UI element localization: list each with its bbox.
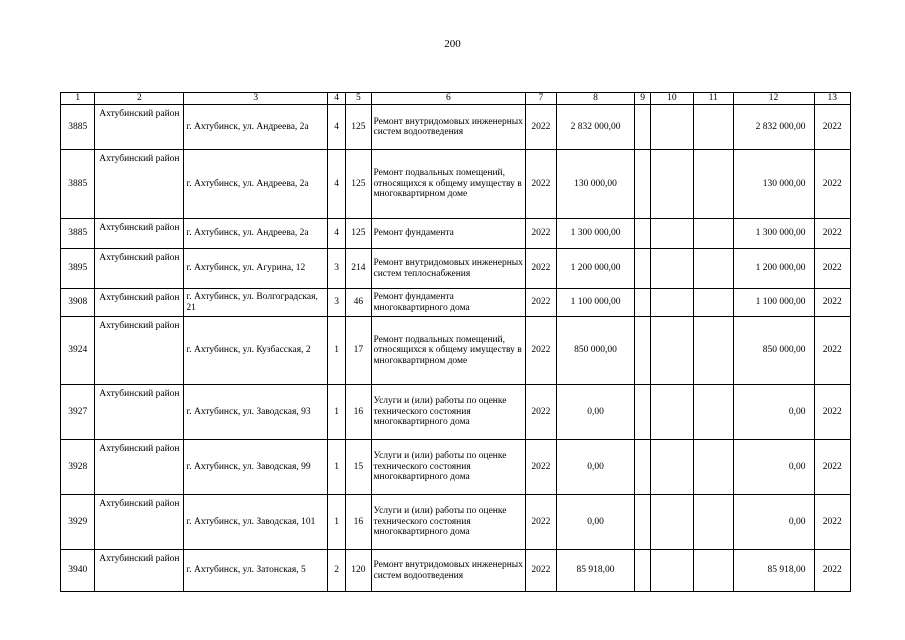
total-cell: 130 000,00 — [733, 150, 814, 219]
total-cell: 85 918,00 — [733, 550, 814, 592]
total-cell: 1 300 000,00 — [733, 219, 814, 249]
district-cell: Ахтубинский район — [95, 289, 184, 317]
end-year-cell: 2022 — [814, 219, 851, 249]
col9-cell — [635, 105, 650, 150]
col9-cell — [635, 495, 650, 550]
table-row — [61, 550, 851, 592]
total-cell: 0,00 — [733, 495, 814, 550]
object-id-cell: 3885 — [61, 219, 95, 249]
column-header: 12 — [733, 93, 814, 105]
col5-cell: 125 — [346, 219, 371, 249]
col9-cell — [635, 289, 650, 317]
district-cell: Ахтубинский район — [95, 495, 184, 550]
object-id-cell: 3895 — [61, 249, 95, 289]
district-cell: Ахтубинский район — [95, 440, 184, 495]
col9-cell — [635, 317, 650, 385]
end-year-cell: 2022 — [814, 289, 851, 317]
work-type-cell: Ремонт фундамента — [371, 219, 526, 249]
col4-cell: 3 — [328, 249, 346, 289]
total-cell: 850 000,00 — [733, 317, 814, 385]
col4-cell: 1 — [328, 495, 346, 550]
object-id-cell: 3928 — [61, 440, 95, 495]
year-cell: 2022 — [526, 249, 556, 289]
table-row — [61, 317, 851, 385]
col9-cell — [635, 249, 650, 289]
address-cell: г. Ахтубинск, ул. Кузбасская, 2 — [184, 317, 328, 385]
col5-cell: 120 — [346, 550, 371, 592]
year-cell: 2022 — [526, 317, 556, 385]
object-id-cell: 3940 — [61, 550, 95, 592]
amount-cell: 0,00 — [556, 440, 635, 495]
total-cell: 0,00 — [733, 440, 814, 495]
year-cell: 2022 — [526, 495, 556, 550]
work-type-cell: Ремонт внутридомовых инженерных систем водоотведения — [371, 550, 526, 592]
col9-cell — [635, 385, 650, 440]
col9-cell — [635, 440, 650, 495]
col9-cell — [635, 219, 650, 249]
work-type-cell: Услуги и (или) работы по оценке технического состояния многоквартирного дома — [371, 385, 526, 440]
col10-cell — [650, 219, 693, 249]
table-row — [61, 495, 851, 550]
col11-cell — [694, 317, 733, 385]
col4-cell: 4 — [328, 150, 346, 219]
address-cell: г. Ахтубинск, ул. Затонская, 5 — [184, 550, 328, 592]
district-cell: Ахтубинский район — [95, 550, 184, 592]
col4-cell: 1 — [328, 317, 346, 385]
table-row — [61, 219, 851, 249]
end-year-cell: 2022 — [814, 249, 851, 289]
work-type-cell: Услуги и (или) работы по оценке технического состояния многоквартирного дома — [371, 495, 526, 550]
district-cell: Ахтубинский район — [95, 105, 184, 150]
year-cell: 2022 — [526, 440, 556, 495]
end-year-cell: 2022 — [814, 317, 851, 385]
column-header: 7 — [526, 93, 556, 105]
amount-cell: 1 300 000,00 — [556, 219, 635, 249]
column-header: 13 — [814, 93, 851, 105]
district-cell: Ахтубинский район — [95, 150, 184, 219]
col4-cell: 4 — [328, 219, 346, 249]
column-header: 2 — [95, 93, 184, 105]
object-id-cell: 3885 — [61, 105, 95, 150]
year-cell: 2022 — [526, 385, 556, 440]
address-cell: г. Ахтубинск, ул. Агурина, 12 — [184, 249, 328, 289]
page-number: 200 — [444, 38, 461, 50]
end-year-cell: 2022 — [814, 495, 851, 550]
col11-cell — [694, 219, 733, 249]
column-header: 11 — [694, 93, 733, 105]
table-row — [61, 150, 851, 219]
work-type-cell: Ремонт внутридомовых инженерных систем теплоснабжения — [371, 249, 526, 289]
year-cell: 2022 — [526, 289, 556, 317]
object-id-cell: 3924 — [61, 317, 95, 385]
col11-cell — [694, 249, 733, 289]
address-cell: г. Ахтубинск, ул. Андреева, 2а — [184, 150, 328, 219]
col5-cell: 125 — [346, 150, 371, 219]
address-cell: г. Ахтубинск, ул. Заводская, 99 — [184, 440, 328, 495]
column-header: 10 — [650, 93, 693, 105]
col4-cell: 1 — [328, 440, 346, 495]
col5-cell: 16 — [346, 495, 371, 550]
col10-cell — [650, 385, 693, 440]
total-cell: 1 100 000,00 — [733, 289, 814, 317]
address-cell: г. Ахтубинск, ул. Андреева, 2а — [184, 105, 328, 150]
end-year-cell: 2022 — [814, 550, 851, 592]
col10-cell — [650, 317, 693, 385]
col4-cell: 3 — [328, 289, 346, 317]
column-header: 9 — [635, 93, 650, 105]
district-cell: Ахтубинский район — [95, 219, 184, 249]
amount-cell: 0,00 — [556, 495, 635, 550]
end-year-cell: 2022 — [814, 150, 851, 219]
col5-cell: 214 — [346, 249, 371, 289]
header-row — [61, 93, 851, 105]
table-row — [61, 249, 851, 289]
column-header: 4 — [328, 93, 346, 105]
column-header: 5 — [346, 93, 371, 105]
col5-cell: 17 — [346, 317, 371, 385]
object-id-cell: 3927 — [61, 385, 95, 440]
col10-cell — [650, 440, 693, 495]
district-cell: Ахтубинский район — [95, 249, 184, 289]
col10-cell — [650, 495, 693, 550]
col10-cell — [650, 550, 693, 592]
amount-cell: 850 000,00 — [556, 317, 635, 385]
end-year-cell: 2022 — [814, 440, 851, 495]
address-cell: г. Ахтубинск, ул. Заводская, 93 — [184, 385, 328, 440]
total-cell: 1 200 000,00 — [733, 249, 814, 289]
col9-cell — [635, 550, 650, 592]
amount-cell: 2 832 000,00 — [556, 105, 635, 150]
table-row — [61, 385, 851, 440]
column-header: 8 — [556, 93, 635, 105]
total-cell: 0,00 — [733, 385, 814, 440]
table-row — [61, 289, 851, 317]
amount-cell: 0,00 — [556, 385, 635, 440]
col5-cell: 46 — [346, 289, 371, 317]
col10-cell — [650, 289, 693, 317]
col4-cell: 2 — [328, 550, 346, 592]
work-type-cell: Ремонт фундамента многоквартирного дома — [371, 289, 526, 317]
work-type-cell: Ремонт подвальных помещений, относящихся к общему имуществу в многоквартирном доме — [371, 150, 526, 219]
repair-program-table — [60, 92, 851, 592]
column-header: 3 — [184, 93, 328, 105]
col4-cell: 4 — [328, 105, 346, 150]
amount-cell: 1 200 000,00 — [556, 249, 635, 289]
col11-cell — [694, 150, 733, 219]
col9-cell — [635, 150, 650, 219]
col11-cell — [694, 105, 733, 150]
address-cell: г. Ахтубинск, ул. Заводская, 101 — [184, 495, 328, 550]
amount-cell: 130 000,00 — [556, 150, 635, 219]
work-type-cell: Услуги и (или) работы по оценке технического состояния многоквартирного дома — [371, 440, 526, 495]
col5-cell: 15 — [346, 440, 371, 495]
table-row — [61, 105, 851, 150]
year-cell: 2022 — [526, 550, 556, 592]
end-year-cell: 2022 — [814, 105, 851, 150]
column-header: 6 — [371, 93, 526, 105]
amount-cell: 1 100 000,00 — [556, 289, 635, 317]
col5-cell: 125 — [346, 105, 371, 150]
column-header: 1 — [61, 93, 95, 105]
end-year-cell: 2022 — [814, 385, 851, 440]
object-id-cell: 3908 — [61, 289, 95, 317]
total-cell: 2 832 000,00 — [733, 105, 814, 150]
col11-cell — [694, 385, 733, 440]
district-cell: Ахтубинский район — [95, 317, 184, 385]
col11-cell — [694, 495, 733, 550]
address-cell: г. Ахтубинск, ул. Волгоградская, 21 — [184, 289, 328, 317]
col10-cell — [650, 105, 693, 150]
col11-cell — [694, 289, 733, 317]
col11-cell — [694, 440, 733, 495]
col10-cell — [650, 249, 693, 289]
work-type-cell: Ремонт подвальных помещений, относящихся к общему имуществу в многоквартирном доме — [371, 317, 526, 385]
col11-cell — [694, 550, 733, 592]
object-id-cell: 3885 — [61, 150, 95, 219]
object-id-cell: 3929 — [61, 495, 95, 550]
year-cell: 2022 — [526, 150, 556, 219]
year-cell: 2022 — [526, 105, 556, 150]
col5-cell: 16 — [346, 385, 371, 440]
district-cell: Ахтубинский район — [95, 385, 184, 440]
col10-cell — [650, 150, 693, 219]
work-type-cell: Ремонт внутридомовых инженерных систем водоотведения — [371, 105, 526, 150]
address-cell: г. Ахтубинск, ул. Андреева, 2а — [184, 219, 328, 249]
year-cell: 2022 — [526, 219, 556, 249]
table-row — [61, 440, 851, 495]
amount-cell: 85 918,00 — [556, 550, 635, 592]
col4-cell: 1 — [328, 385, 346, 440]
